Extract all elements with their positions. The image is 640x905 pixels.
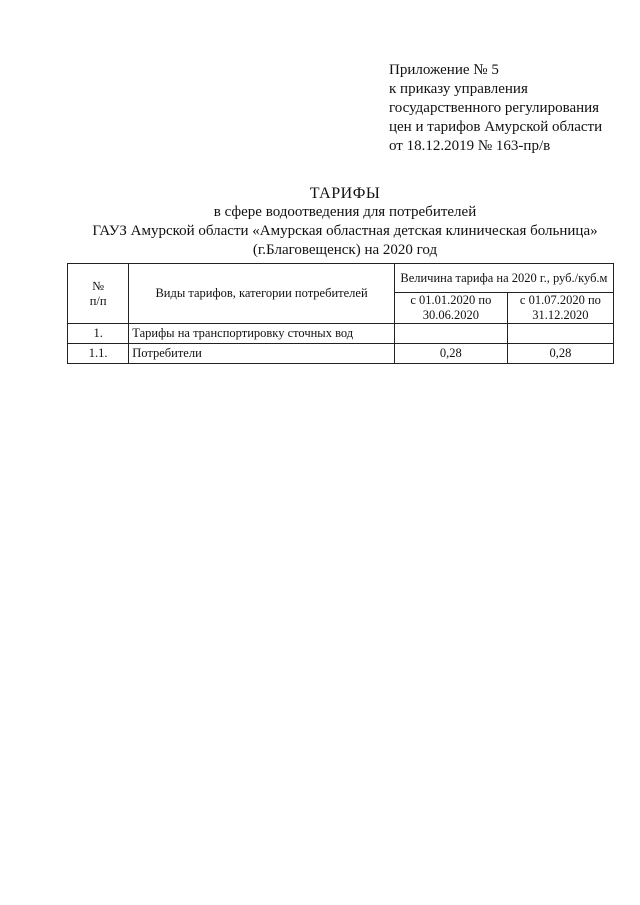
heading-line-2: ГАУЗ Амурской области «Амурская областная детская клиническая больница» [92,223,598,239]
row-kind: Тарифы на транспортировку сточных вод [129,324,395,344]
header-kind: Виды тарифов, категории потребителей [129,264,395,324]
row-period-2 [507,324,613,344]
header-num: № п/п [68,264,129,324]
heading-line-1: в сфере водоотведения для потребителей [213,204,477,220]
document-title: ТАРИФЫ [309,185,381,202]
row-period-2: 0,28 [507,344,613,364]
appendix-block [389,61,629,156]
table-row [68,324,614,344]
header-value-group: Величина тарифа на 2020 г., руб./куб.м [394,264,613,293]
appendix-line-3: государственного регулирования [389,100,600,116]
table-header-row [68,264,614,293]
appendix-line-4: цен и тарифов Амурской области [389,119,603,135]
appendix-line-1: Приложение № 5 [389,62,499,78]
row-period-1 [394,324,507,344]
heading-line-3: (г.Благовещенск) на 2020 год [252,242,438,258]
appendix-line-2: к приказу управления [389,81,528,97]
row-num: 1. [68,324,129,344]
tariffs-table [67,263,614,364]
table-row [68,344,614,364]
document-heading [60,184,630,260]
header-period-1: с 01.01.2020 по 30.06.2020 [394,293,507,324]
row-num: 1.1. [68,344,129,364]
header-period-2: с 01.07.2020 по 31.12.2020 [507,293,613,324]
row-period-1: 0,28 [394,344,507,364]
row-kind: Потребители [129,344,395,364]
appendix-line-5: от 18.12.2019 № 163-пр/в [389,138,551,154]
